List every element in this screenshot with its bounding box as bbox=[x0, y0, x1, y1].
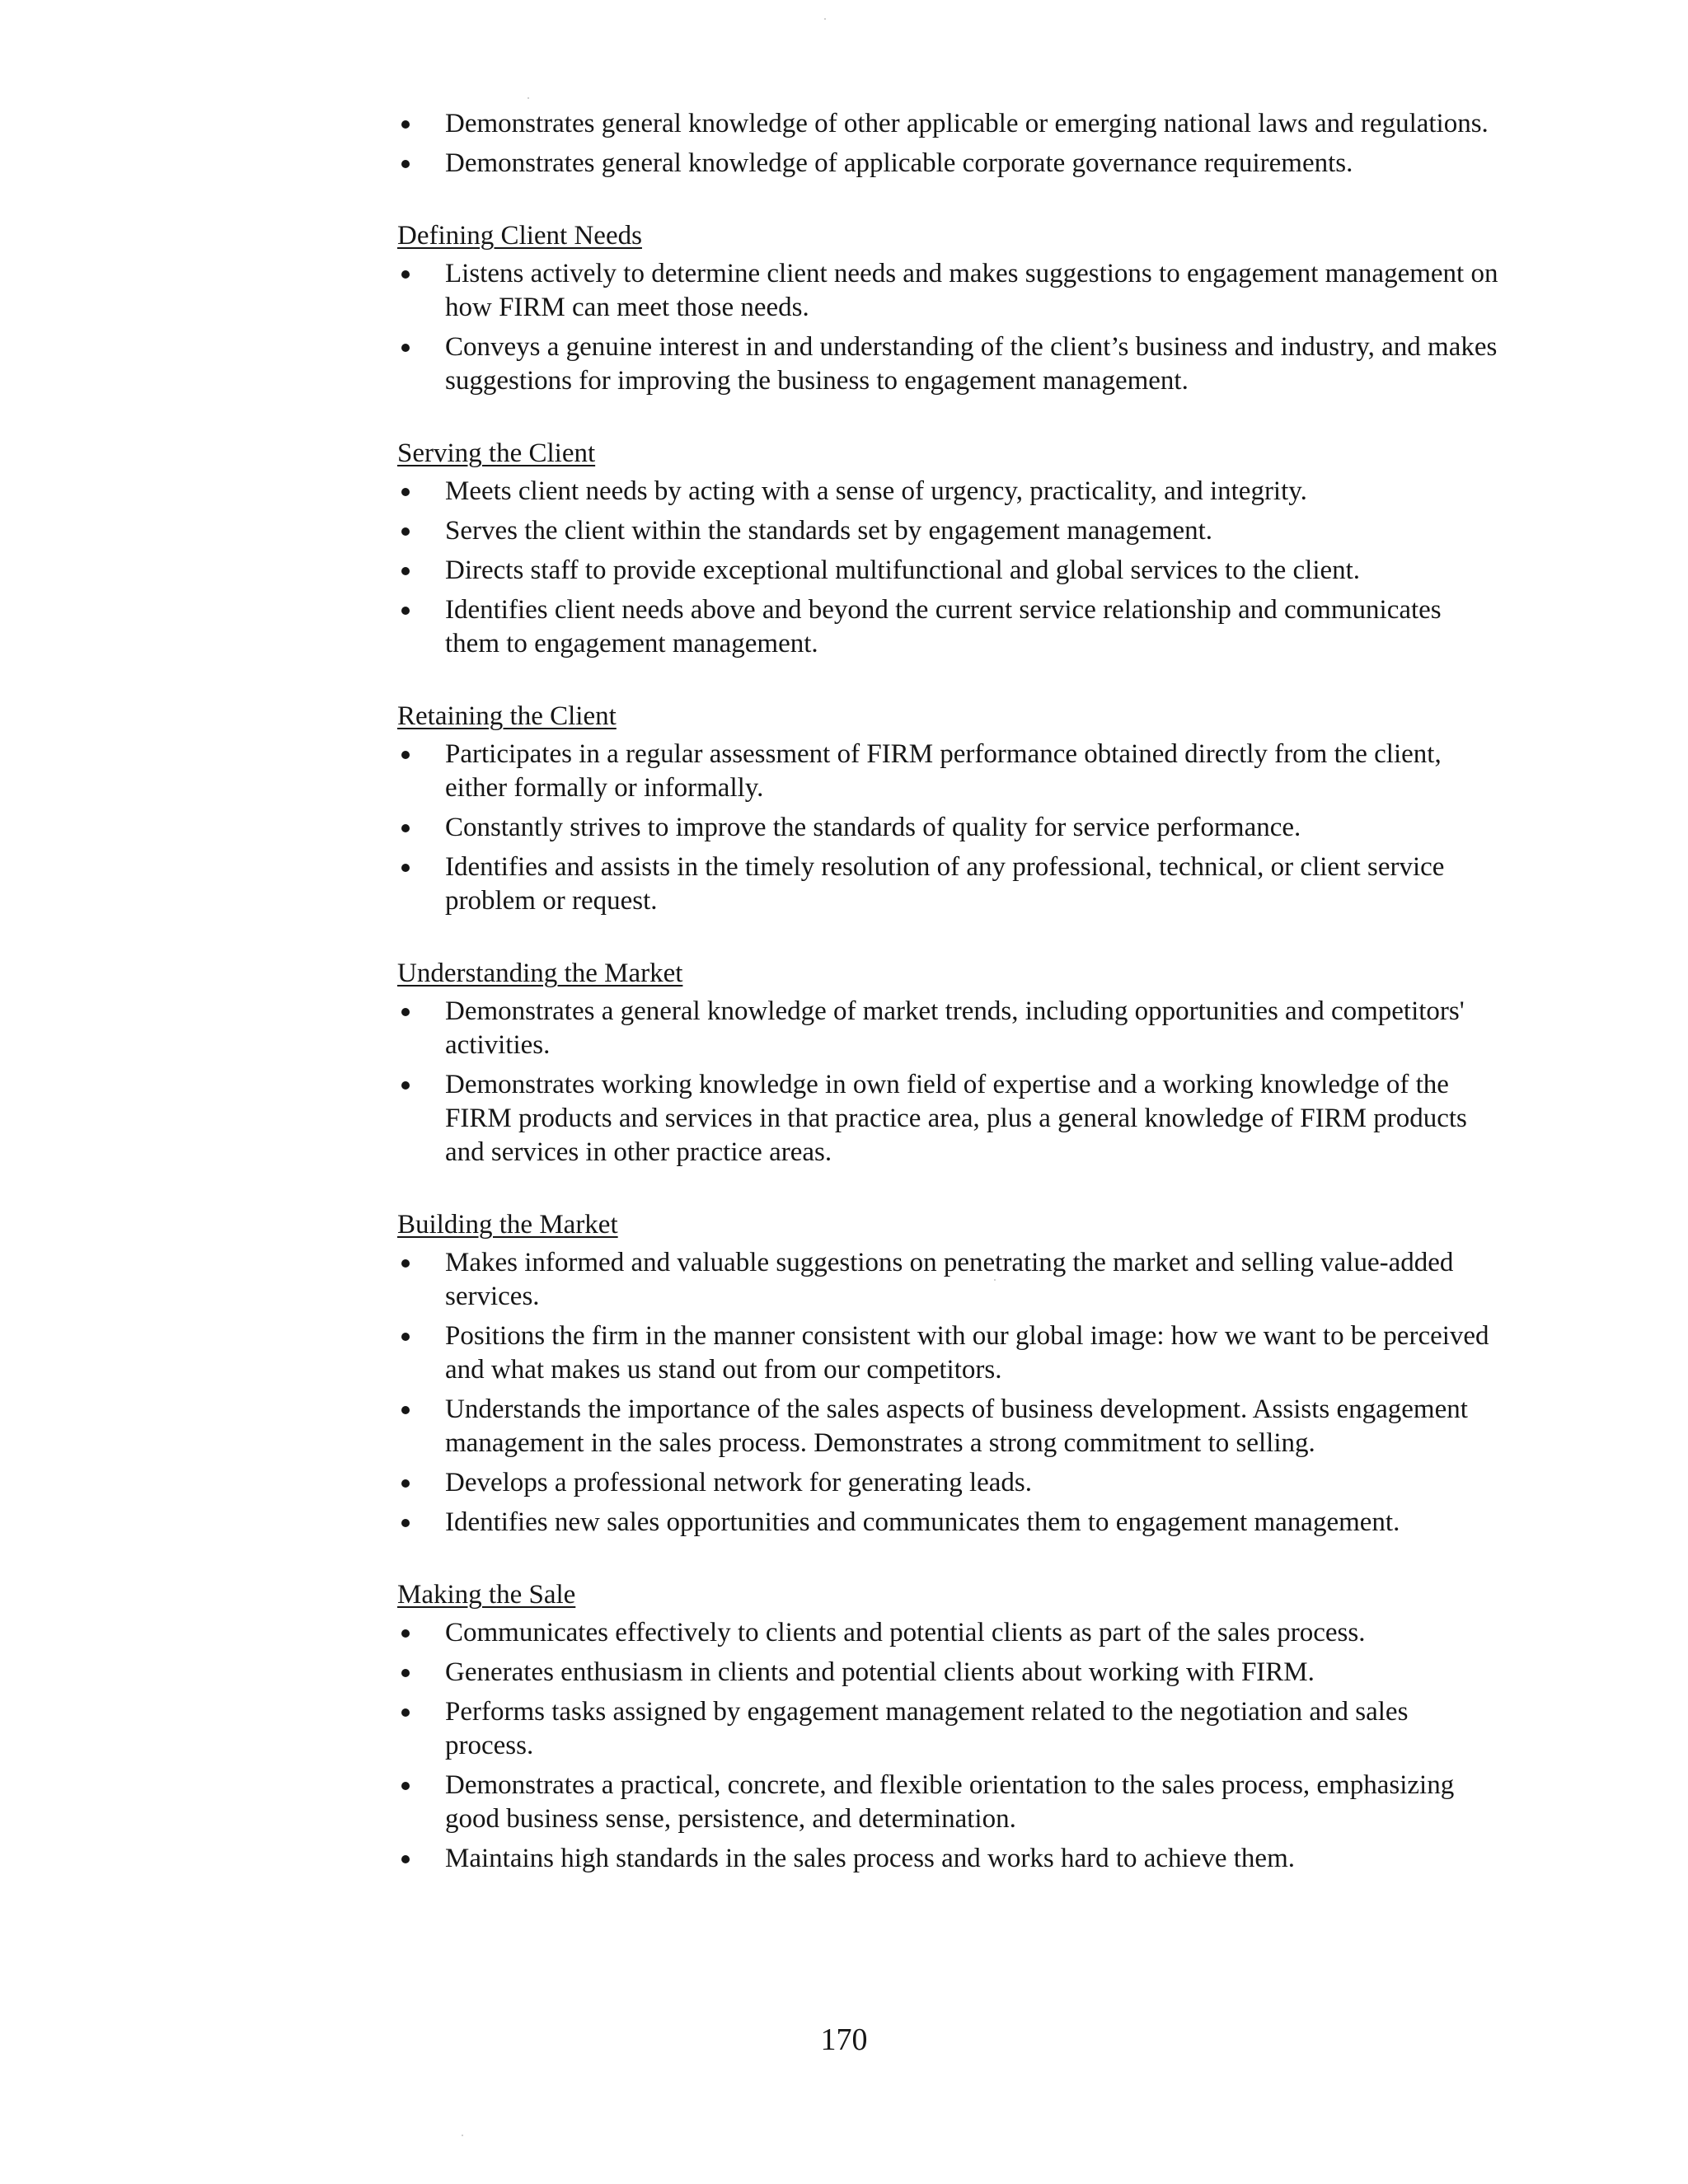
bullet-item bbox=[394, 851, 1498, 918]
bullet-icon bbox=[401, 1855, 410, 1863]
bullet-icon bbox=[401, 488, 410, 496]
bullet-text: Demonstrates general knowledge of other applicable or emerging national laws and regulations. bbox=[445, 109, 1489, 138]
bullet-item bbox=[394, 738, 1498, 805]
bullet-text: Maintains high standards in the sales process and works hard to achieve them. bbox=[445, 1844, 1295, 1873]
section-understanding-the-market bbox=[394, 954, 1498, 1169]
bullet-icon bbox=[401, 1406, 410, 1414]
section-heading: Retaining the Client bbox=[397, 701, 617, 731]
bullet-list bbox=[394, 475, 1498, 661]
bullet-text: Makes informed and valuable suggestions on penetrating the market and selling value-added services. bbox=[445, 1248, 1454, 1311]
bullet-item bbox=[394, 1842, 1498, 1876]
intro-section bbox=[394, 107, 1498, 180]
bullet-text: Positions the firm in the manner consistent with our global image: how we want to be perceived and what makes us stand out from our competitors. bbox=[445, 1321, 1489, 1385]
bullet-list bbox=[394, 257, 1498, 398]
bullet-icon bbox=[401, 1008, 410, 1016]
bullet-icon bbox=[401, 1519, 410, 1527]
bullet-icon bbox=[401, 1479, 410, 1488]
bullet-icon bbox=[401, 270, 410, 279]
bullet-icon bbox=[401, 527, 410, 536]
bullet-item bbox=[394, 1466, 1498, 1500]
bullet-text: Constantly strives to improve the standards of quality for service performance. bbox=[445, 813, 1301, 842]
bullet-item bbox=[394, 107, 1498, 141]
section-making-the-sale bbox=[394, 1576, 1498, 1876]
bullet-text: Demonstrates general knowledge of applicable corporate governance requirements. bbox=[445, 148, 1353, 178]
bullet-item bbox=[394, 811, 1498, 845]
bullet-text: Develops a professional network for generating leads. bbox=[445, 1468, 1033, 1497]
bullet-item bbox=[394, 1695, 1498, 1763]
document-body bbox=[394, 107, 1498, 1882]
bullet-item bbox=[394, 1068, 1498, 1169]
bullet-icon bbox=[401, 1259, 410, 1268]
bullet-item bbox=[394, 147, 1498, 180]
bullet-item bbox=[394, 1319, 1498, 1387]
section-heading: Building the Market bbox=[397, 1210, 618, 1240]
bullet-text: Performs tasks assigned by engagement management related to the negotiation and sales process. bbox=[445, 1697, 1409, 1760]
bullet-list bbox=[394, 738, 1498, 918]
bullet-icon bbox=[401, 1081, 410, 1090]
bullet-text: Identifies and assists in the timely resolution of any professional, technical, or client service problem or request. bbox=[445, 852, 1445, 916]
section-heading: Understanding the Market bbox=[397, 958, 683, 988]
bullet-icon bbox=[401, 1708, 410, 1717]
bullet-item bbox=[394, 1616, 1498, 1650]
section-building-the-market bbox=[394, 1206, 1498, 1540]
intro-bullet-list bbox=[394, 107, 1498, 180]
bullet-icon bbox=[401, 751, 410, 759]
bullet-item bbox=[394, 257, 1498, 325]
bullet-icon bbox=[401, 1782, 410, 1790]
bullet-text: Demonstrates working knowledge in own field of expertise and a working knowledge of the FIRM products and services in that practice area, plus a general knowledge of FIRM products and services in other practice areas. bbox=[445, 1070, 1467, 1167]
page-number: 170 bbox=[820, 2022, 868, 2057]
bullet-item bbox=[394, 554, 1498, 588]
bullet-list bbox=[394, 995, 1498, 1169]
bullet-text: Serves the client within the standards set by engagement management. bbox=[445, 516, 1213, 546]
bullet-item bbox=[394, 1656, 1498, 1690]
bullet-icon bbox=[401, 1333, 410, 1341]
scan-speck bbox=[824, 18, 826, 20]
bullet-icon bbox=[401, 1669, 410, 1677]
section-heading: Serving the Client bbox=[397, 438, 596, 468]
bullet-item bbox=[394, 475, 1498, 509]
bullet-text: Meets client needs by acting with a sense of urgency, practicality, and integrity. bbox=[445, 476, 1307, 506]
bullet-item bbox=[394, 1506, 1498, 1540]
bullet-item bbox=[394, 1769, 1498, 1836]
bullet-text: Listens actively to determine client needs and makes suggestions to engagement management on how FIRM can meet those needs. bbox=[445, 259, 1498, 322]
section-retaining-the-client bbox=[394, 697, 1498, 918]
scan-speck bbox=[462, 2135, 463, 2136]
bullet-icon bbox=[401, 1629, 410, 1638]
scan-speck bbox=[528, 97, 529, 99]
bullet-item bbox=[394, 593, 1498, 661]
bullet-icon bbox=[401, 344, 410, 352]
bullet-text: Communicates effectively to clients and potential clients as part of the sales process. bbox=[445, 1618, 1366, 1647]
bullet-text: Understands the importance of the sales aspects of business development. Assists engagement management in the sales process. Demonstrates a strong commitment to selling. bbox=[445, 1394, 1468, 1458]
bullet-text: Identifies client needs above and beyond the current service relationship and communicates them to engagement management. bbox=[445, 595, 1442, 658]
bullet-text: Demonstrates a general knowledge of market trends, including opportunities and competitors' activities. bbox=[445, 996, 1465, 1060]
bullet-text: Conveys a genuine interest in and understanding of the client’s business and industry, and makes suggestions for improving the business to engagement management. bbox=[445, 332, 1498, 396]
section-heading: Making the Sale bbox=[397, 1580, 576, 1610]
bullet-list bbox=[394, 1616, 1498, 1876]
bullet-icon bbox=[401, 567, 410, 575]
bullet-text: Demonstrates a practical, concrete, and flexible orientation to the sales process, emphasizing good business sense, persistence, and determination. bbox=[445, 1770, 1455, 1834]
bullet-icon bbox=[401, 824, 410, 832]
bullet-item bbox=[394, 995, 1498, 1062]
bullet-list bbox=[394, 1246, 1498, 1540]
bullet-item bbox=[394, 330, 1498, 398]
section-defining-client-needs bbox=[394, 217, 1498, 398]
bullet-icon bbox=[401, 160, 410, 168]
bullet-item bbox=[394, 1393, 1498, 1460]
bullet-text: Identifies new sales opportunities and communicates them to engagement management. bbox=[445, 1507, 1400, 1537]
bullet-icon bbox=[401, 864, 410, 872]
bullet-icon bbox=[401, 120, 410, 129]
bullet-item bbox=[394, 514, 1498, 548]
bullet-item bbox=[394, 1246, 1498, 1314]
section-serving-the-client bbox=[394, 434, 1498, 661]
bullet-text: Directs staff to provide exceptional multifunctional and global services to the client. bbox=[445, 555, 1361, 585]
bullet-text: Participates in a regular assessment of FIRM performance obtained directly from the client, either formally or informally. bbox=[445, 739, 1442, 803]
section-heading: Defining Client Needs bbox=[397, 221, 642, 251]
bullet-icon bbox=[401, 607, 410, 615]
bullet-text: Generates enthusiasm in clients and potential clients about working with FIRM. bbox=[445, 1657, 1315, 1687]
